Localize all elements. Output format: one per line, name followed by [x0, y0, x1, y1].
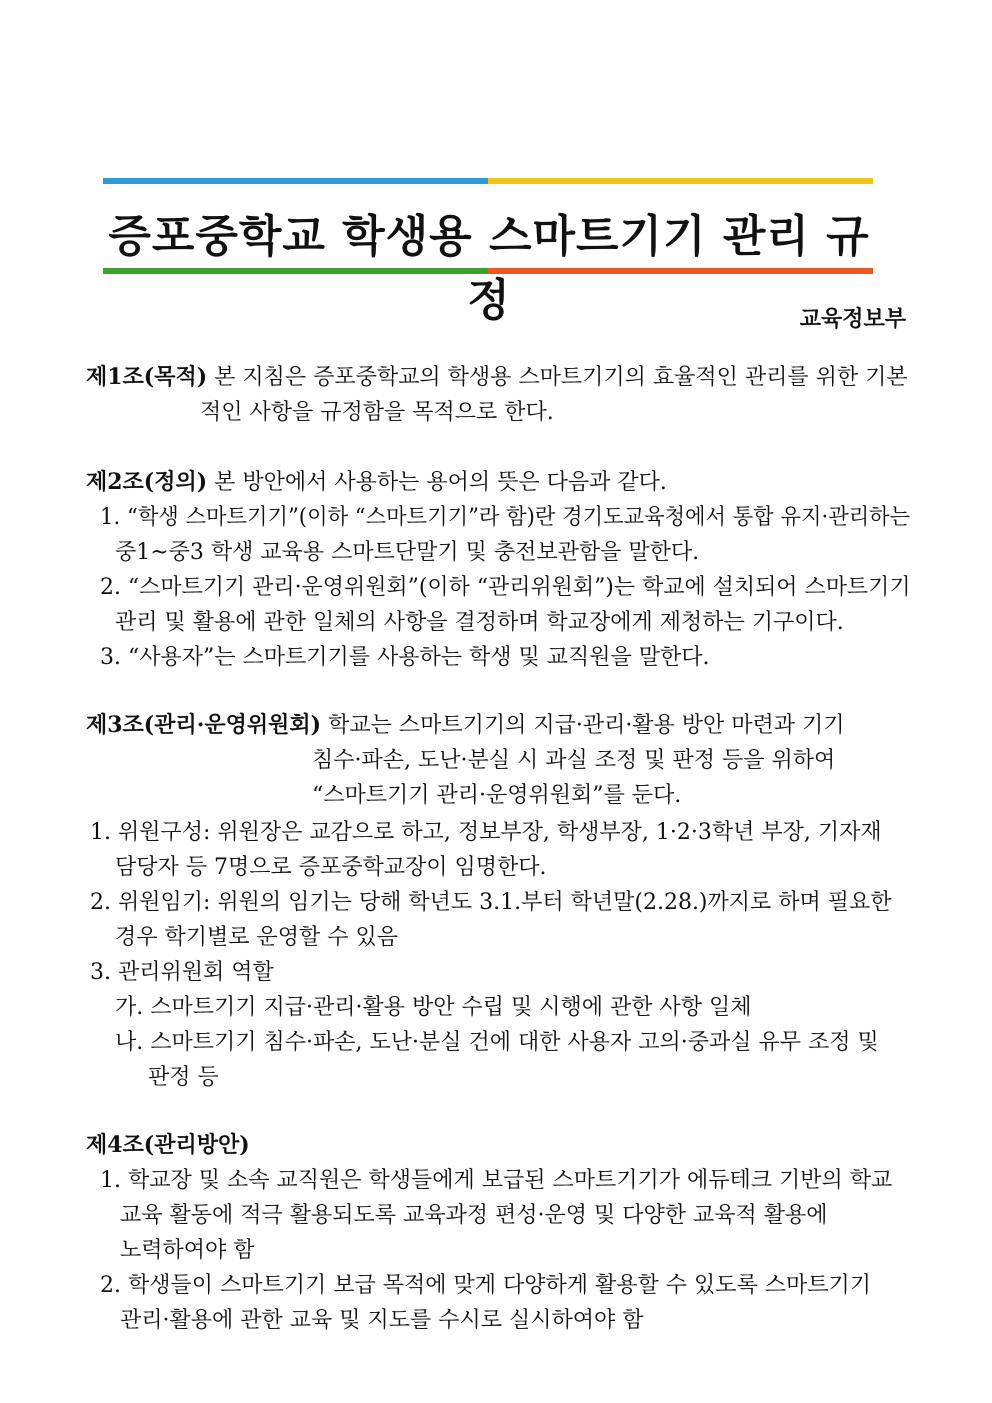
department-label: 교육정보부	[799, 306, 906, 332]
article-3-item-1: 1. 위원구성: 위원장은 교감으로 하고, 정보부장, 학생부장, 1·2·3학년 부장, 기자재	[90, 820, 882, 845]
article-4-item-1: 1. 학교장 및 소속 교직원은 학생들에게 보급된 스마트기기가 에듀테크 기반의 학교	[100, 1168, 893, 1193]
article-3-line-1	[86, 708, 845, 739]
article-3-item-2-cont: 경우 학기별로 운영할 수 있음	[115, 925, 398, 950]
article-2-item-2-cont: 관리 및 활용에 관한 일체의 사항을 결정하며 학교장에게 제청하는 기구이다.	[115, 610, 844, 635]
article-3-intro-3: “스마트기기 관리·운영위원회”를 둔다.	[312, 783, 682, 808]
document-title: 증포중학교 학생용 스마트기기 관리 규정	[108, 211, 870, 326]
article-3-item-2: 2. 위원임기: 위원의 임기는 당해 학년도 3.1.부터 학년말(2.28.)까지로 하며 필요한	[90, 890, 892, 915]
article-2-intro: 본 방안에서 사용하는 용어의 뜻은 다음과 같다.	[214, 470, 667, 495]
title-bar-top-right	[488, 178, 873, 184]
article-2-heading: 제2조(정의)	[86, 469, 208, 495]
article-3-sub-item-na: 나. 스마트기기 침수·파손, 도난·분실 건에 대한 사용자 고의·중과실 유무 조정 및	[115, 1030, 879, 1055]
article-3-heading: 제3조(관리·운영위원회)	[86, 712, 322, 738]
article-1-text-2: 적인 사항을 규정함을 목적으로 한다.	[200, 400, 554, 425]
article-1-text-1: 본 지침은 증포중학교의 학생용 스마트기기의 효율적인 관리를 위한 기본	[214, 365, 908, 390]
article-4-item-1-cont-2: 노력하여야 함	[120, 1238, 255, 1263]
article-4-item-1-cont-1: 교육 활동에 적극 활용되도록 교육과정 편성·운영 및 다양한 교육적 활용에	[120, 1203, 828, 1228]
article-2-item-1: 1. “학생 스마트기기”(이하 “스마트기기”라 함)란 경기도교육청에서 통합 유지·관리하는	[100, 505, 911, 530]
article-1-line-1	[86, 360, 908, 391]
article-4-item-2: 2. 학생들이 스마트기기 보급 목적에 맞게 다양하게 활용할 수 있도록 스마트기기	[100, 1273, 871, 1298]
article-2-item-2: 2. “스마트기기 관리·운영위원회”(이하 “관리위원회”)는 학교에 설치되어 스마트기기	[100, 575, 911, 600]
article-3-sub-item-na-cont: 판정 등	[148, 1065, 219, 1090]
article-2-item-3: 3. “사용자”는 스마트기기를 사용하는 학생 및 교직원을 말한다.	[100, 645, 710, 670]
article-3-item-1-cont: 담당자 등 7명으로 증포중학교장이 임명한다.	[115, 855, 547, 880]
article-3-intro-2: 침수·파손, 도난·분실 시 과실 조정 및 판정 등을 위하여	[312, 748, 836, 773]
article-2-item-1-cont: 중1~중3 학생 교육용 스마트단말기 및 충전보관함을 말한다.	[115, 540, 700, 565]
article-3-sub-item-ga: 가. 스마트기기 지급·관리·활용 방안 수립 및 시행에 관한 사항 일체	[115, 995, 752, 1020]
article-4-heading: 제4조(관리방안)	[86, 1132, 250, 1158]
article-4-item-2-cont: 관리·활용에 관한 교육 및 지도를 수시로 실시하여야 함	[120, 1308, 644, 1333]
title-bar-top-left	[103, 178, 488, 184]
article-2-line-1	[86, 465, 667, 496]
article-3-item-3: 3. 관리위원회 역할	[90, 960, 274, 985]
article-3-intro-1: 학교는 스마트기기의 지급·관리·활용 방안 마련과 기기	[328, 713, 845, 738]
article-1-heading: 제1조(목적)	[86, 364, 208, 390]
